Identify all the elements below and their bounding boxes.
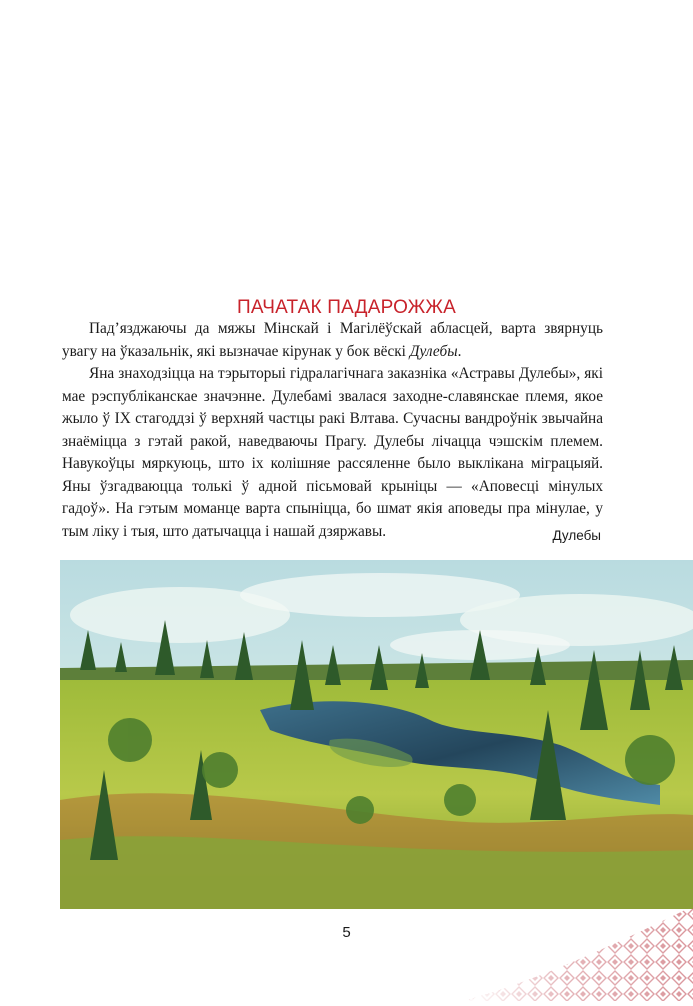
page-number: 5 [342, 924, 351, 941]
paragraph-1-end: . [457, 342, 462, 360]
section-title: ПАЧАТАК ПАДАРОЖЖА [237, 296, 456, 318]
photo-caption: Дулебы [552, 528, 601, 543]
paragraph-1 [62, 318, 603, 363]
landscape-photo [60, 560, 693, 909]
paragraph-1-text: Пад’язджаючы да мяжы Мінскай і Магілёўскай абласцей, варта звярнуць увагу на ўказальнік, які вызначае кірунак у бок вёскі [62, 320, 603, 360]
paragraph-2: Яна знаходзіцца на тэрыторыі гідралагічнага заказніка «Астравы Дулебы», які мае рэспубліканскае значэнне. Дулебамі звалася заходне-славянскае племя, якое жыло ў IX стагоддзі ў верхняй частцы ракі Влтава. Сучасны вандроўнік звычайна знаёміцца з гэтай ракой, наведваючы Прагу. Дулебы лічацца чэшскім племем. Навукоўцы мяркуюць, што іх колішняе рассяленне было выклікана міграцыяй. Яны ўзгадваюцца толькі ў адной пісьмовай крыніцы — «Аповесці мінулых гадоў». На гэтым моманце варта спыніцца, бо шмат якія аповеды пра мінулае, у тым ліку і тыя, што датычацца і нашай дзяржавы. [62, 365, 603, 540]
folk-ornament-decoration [463, 906, 693, 1001]
village-name: Дулебы [409, 342, 458, 360]
body-text [62, 318, 603, 543]
